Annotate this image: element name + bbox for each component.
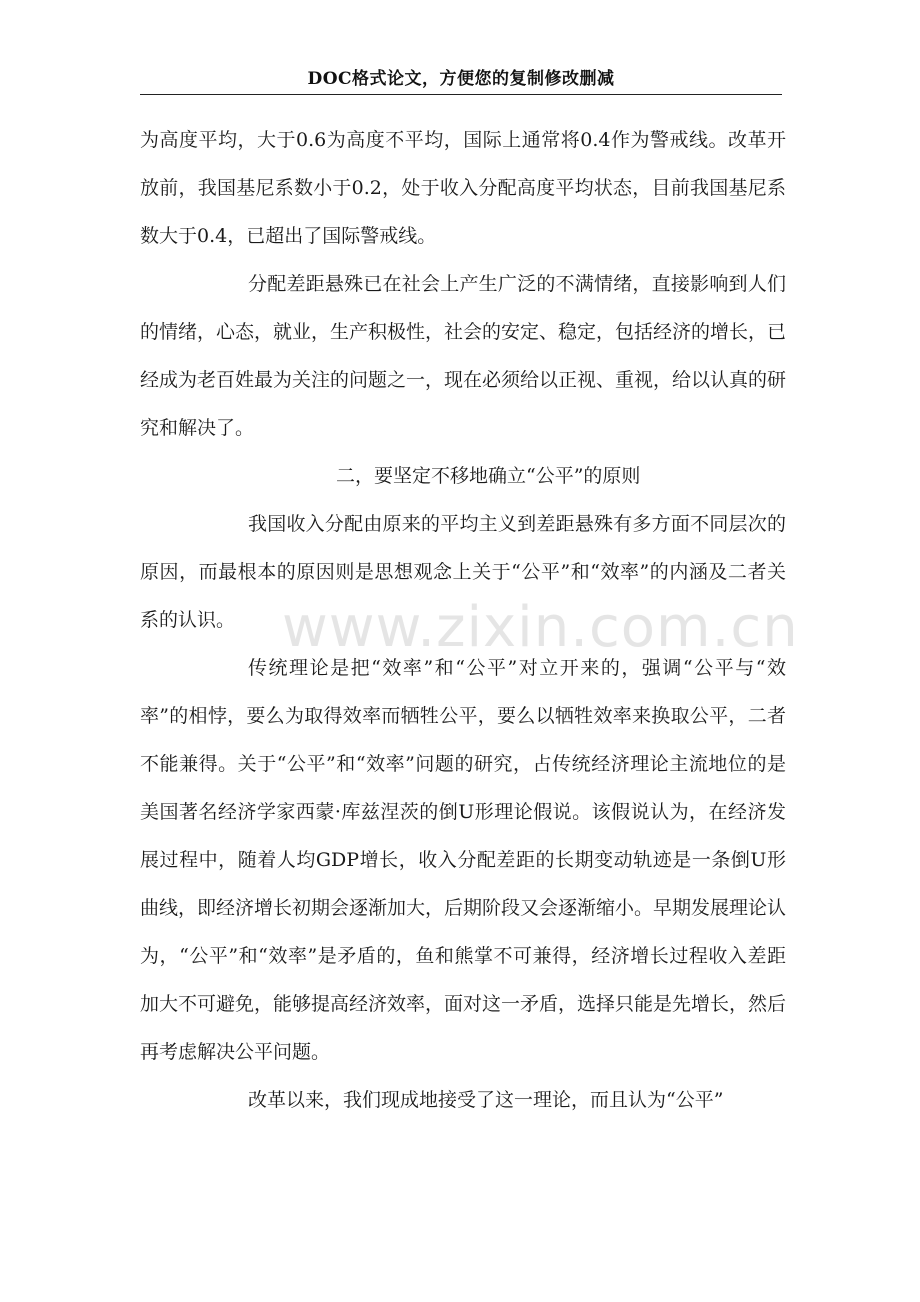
watermark: www.zixin.com.cn	[282, 595, 799, 660]
paragraph-traditional-theory: 传统理论是把“效率”和“公平”对立开来的，强调“公平与“效率”的相悖，要么为取得效率而牺牲公平，要么以牺牲效率来换取公平，二者不能兼得。关于“公平”和“效率”问题的研究，占传统经济理论主流地位的是美国著名经济学家西蒙·库兹涅茨的倒U形理论假说。该假说认为，在经济发展过程中，随着人均GDP增长，收入分配差距的长期变动轨迹是一条倒U形曲线，即经济增长初期会逐渐加大，后期阶段又会逐渐缩小。早期发展理论认为，“公平”和“效率”是矛盾的，鱼和熊掌不可兼得，经济增长过程收入差距加大不可避免，能够提高经济效率，面对这一矛盾，选择只能是先增长，然后再考虑解决公平问题。	[140, 657, 787, 1063]
paragraph-gini-threshold: 为高度平均，大于0.6为高度不平均，国际上通常将0.4作为警戒线。改革开放前，我国基尼系数小于0.2，处于收入分配高度平均状态，目前我国基尼系数大于0.4，已超出了国际警戒线。	[140, 129, 786, 247]
paragraph-since-reform: 改革以来，我们现成地接受了这一理论，而且认为“公平”	[248, 1089, 724, 1111]
page-header: DOC格式论文，方便您的复制修改删减	[307, 69, 615, 89]
paragraph-distribution-gap: 分配差距悬殊已在社会上产生广泛的不满情绪，直接影响到人们的情绪，心态，就业，生产积极性，社会的安定、稳定，包括经济的增长，已经成为老百姓最为关注的问题之一，现在必须给以正视、重视，给以认真的研究和解决了。	[140, 273, 787, 439]
paragraph-root-cause: 我国收入分配由原来的平均主义到差距悬殊有多方面不同层次的原因，而最根本的原因则是思想观念上关于“公平”和“效率”的内涵及二者关系的认识。	[140, 513, 786, 631]
section-heading: 二，要坚定不移地确立“公平”的原则	[336, 465, 641, 487]
document-body	[140, 116, 799, 1124]
header-divider	[140, 94, 782, 95]
